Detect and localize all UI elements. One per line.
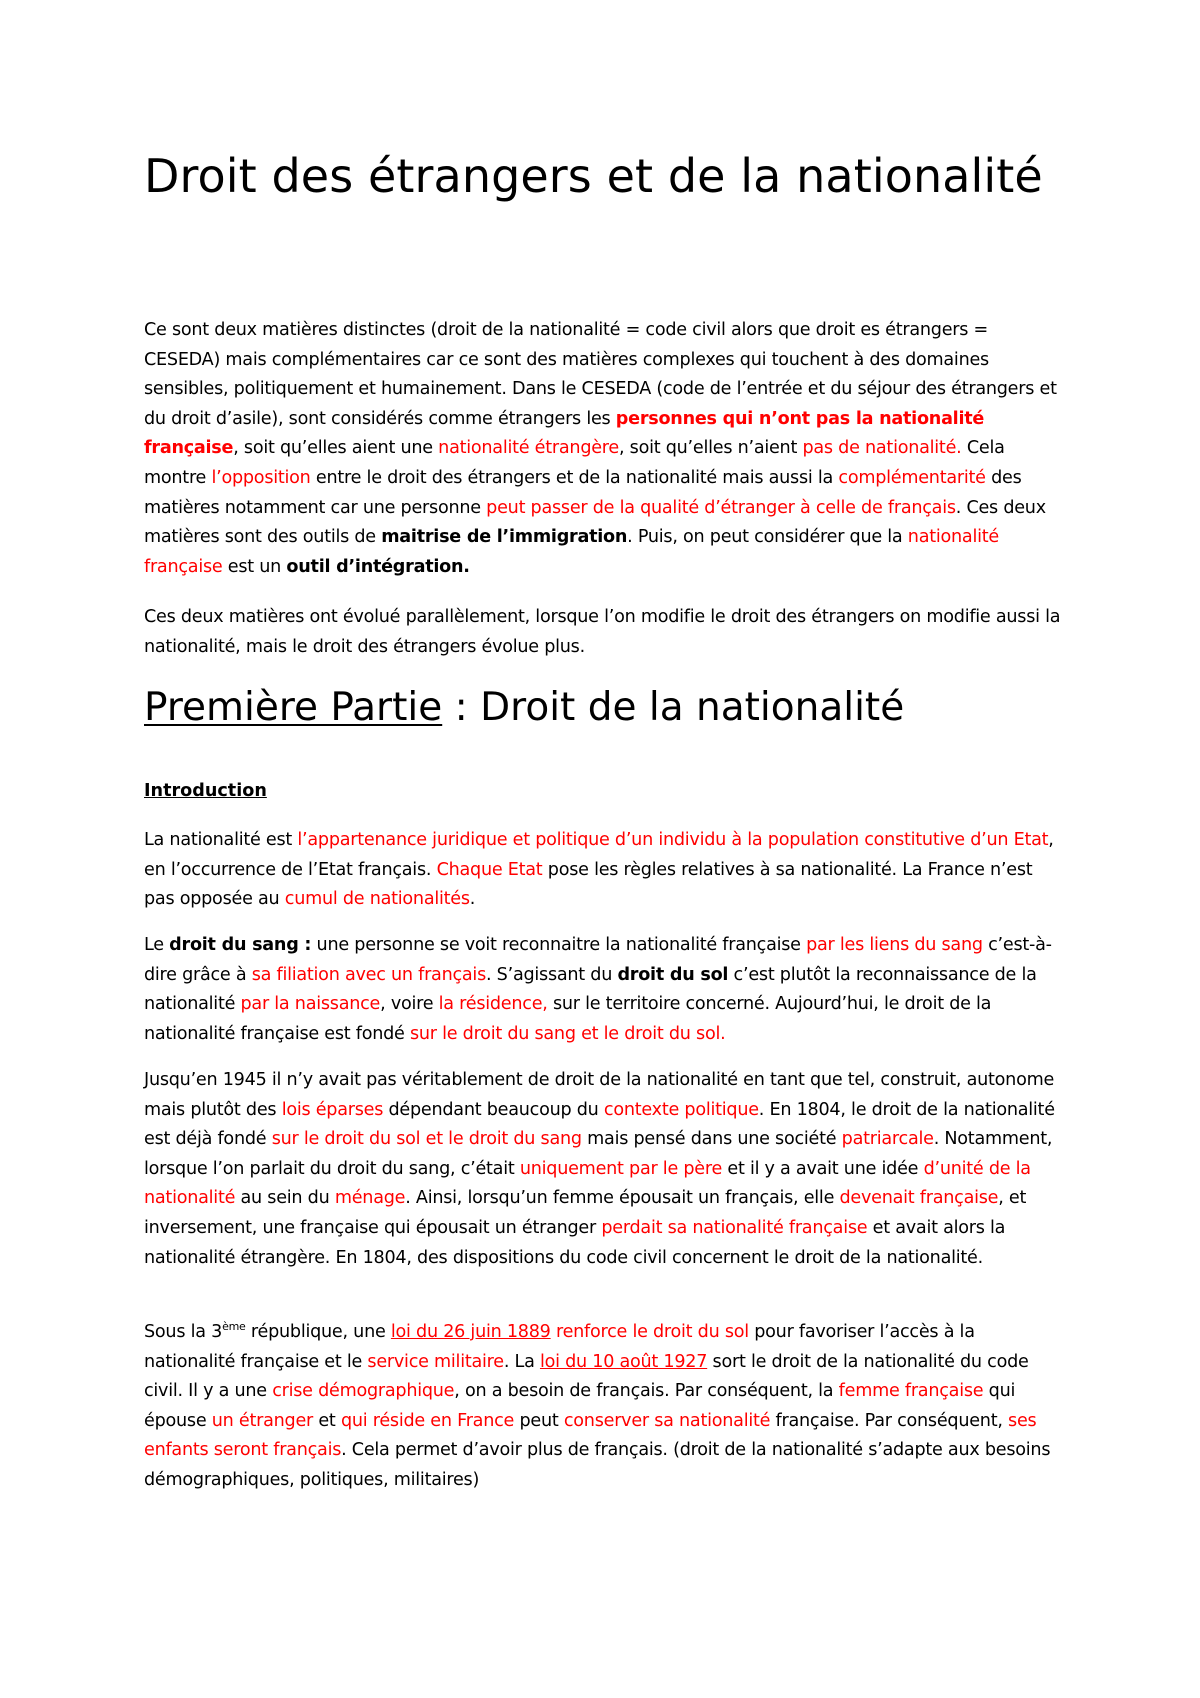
highlight-red: la résidence, bbox=[438, 994, 548, 1015]
section-heading-underlined: Première Partie bbox=[144, 685, 443, 730]
highlight-red: patriarcale bbox=[841, 1129, 934, 1150]
highlight-red: uniquement par le père bbox=[519, 1158, 723, 1179]
highlight-red: crise démographique bbox=[272, 1381, 455, 1402]
highlight-red: femme française bbox=[838, 1381, 984, 1402]
paragraph-definition bbox=[144, 826, 1064, 915]
highlight-red: service militaire bbox=[367, 1351, 504, 1372]
text-run: . En 1804, le droit de la nationalité est déjà fondé bbox=[144, 1099, 1055, 1150]
text-run: mais pensé dans une société bbox=[581, 1129, 842, 1150]
text-run: Sous la 3 bbox=[144, 1322, 223, 1342]
highlight-red: peut passer de la qualité d’étranger à celle de français bbox=[486, 497, 956, 518]
text-run: . La bbox=[503, 1351, 540, 1372]
text-run: république, une bbox=[245, 1322, 391, 1342]
highlight-red: Chaque Etat bbox=[436, 859, 543, 880]
text-run: une personne se voit reconnaitre la nationalité française bbox=[311, 935, 807, 955]
law-reference: loi du 10 août 1927 bbox=[539, 1351, 708, 1372]
highlight-red: cumul de nationalités bbox=[284, 889, 470, 910]
text-run: sort le droit de la nationalité du code civil. Il y a une bbox=[144, 1351, 1029, 1402]
text-run: . bbox=[469, 889, 476, 910]
paragraph-third-republic bbox=[144, 1318, 1064, 1496]
highlight-red: pas de nationalité. bbox=[802, 438, 962, 459]
text-run: . Cela permet d’avoir plus de français. (droit de la nationalité s’adapte aux besoins démographiques, politiques, militaires) bbox=[144, 1440, 1051, 1490]
highlight-red: devenait française bbox=[839, 1188, 999, 1209]
highlight-red: nationalité française bbox=[144, 527, 999, 577]
highlight-red: sur le droit du sang et le droit du sol. bbox=[409, 1023, 726, 1044]
text-run: , soit qu’elles n’aient bbox=[618, 438, 803, 459]
text-run: et bbox=[313, 1410, 341, 1431]
paragraph-evolution: Ces deux matières ont évolué parallèlement, lorsque l’on modifie le droit des étrangers on modifie aussi la nationalité, mais le droit des étrangers évolue plus. bbox=[144, 607, 1061, 657]
highlight-red: par la naissance bbox=[240, 994, 381, 1015]
text-run: , et inversement, une française qui épousait un étranger bbox=[144, 1188, 1027, 1238]
text-run: Jusqu’en 1945 il n’y avait pas véritablement de droit de la nationalité en tant que tel, construit, autonome mais plutôt des bbox=[144, 1070, 1055, 1120]
bold-text: outil d’intégration. bbox=[286, 556, 470, 577]
text-run: . Puis, on peut considérer que la bbox=[627, 527, 908, 548]
text-run: peut bbox=[514, 1410, 564, 1431]
highlight-red: renforce le droit du sol bbox=[550, 1322, 749, 1342]
bold-text: droit du sang : bbox=[169, 935, 312, 955]
law-reference: loi du 26 juin 1889 bbox=[390, 1322, 551, 1342]
text-run: , on a besoin de français. Par conséquent, la bbox=[454, 1381, 839, 1402]
text-run: c’est-à-dire grâce à bbox=[144, 935, 1052, 985]
text-run: au sein du bbox=[235, 1188, 335, 1209]
text-run: c’est plutôt la reconnaissance de la nationalité bbox=[144, 964, 1037, 1015]
paragraph-intro bbox=[144, 316, 1064, 582]
highlight-red: nationalité étrangère bbox=[438, 438, 619, 459]
text-run: Ce sont deux matières distinctes (droit de la nationalité = code civil alors que droit es étrangers = CESEDA) mais complémentaires car ce sont des matières complexes qui touchent à des domaines sensibles, politiquement et humainement. Dans le CESEDA (code de l’entrée et du séjour des étrangers et du droit d’asile), sont considérés comme étrangers les bbox=[144, 320, 1057, 429]
text-run: entre le droit des étrangers et de la nationalité mais aussi la bbox=[310, 467, 839, 488]
text-run: Le bbox=[144, 935, 170, 955]
highlight-red: qui réside en France bbox=[340, 1410, 515, 1431]
highlight-red: conserver sa nationalité bbox=[563, 1410, 771, 1431]
text-run: Cela montre bbox=[144, 438, 1005, 488]
paragraph-history-1945 bbox=[144, 1066, 1064, 1273]
document-title: Droit des étrangers et de la nationalité bbox=[144, 149, 1043, 203]
text-run: pose les règles relatives à sa nationalité. La France n’est pas opposée au bbox=[144, 859, 1033, 910]
text-run: , en l’occurrence de l’Etat français. bbox=[144, 830, 1054, 880]
highlight-red: l’opposition bbox=[211, 467, 311, 488]
text-run: . Notamment, lorsque l’on parlait du droit du sang, c’était bbox=[144, 1129, 1053, 1179]
text-run: des matières notamment car une personne bbox=[144, 467, 1022, 518]
highlight-red: par les liens du sang bbox=[806, 935, 983, 955]
highlight-red: ses enfants seront français bbox=[144, 1410, 1037, 1461]
text-run: . Ainsi, lorsqu’un femme épousait un français, elle bbox=[405, 1188, 840, 1209]
subsection-heading: Introduction bbox=[144, 781, 267, 801]
text-run: , voire bbox=[380, 994, 439, 1015]
highlight-red: sur le droit du sol et le droit du sang bbox=[271, 1129, 582, 1150]
text-run: La nationalité est bbox=[144, 830, 298, 850]
highlight-red: complémentarité bbox=[838, 467, 986, 488]
highlight-red: un étranger bbox=[211, 1410, 314, 1431]
text-run: . S’agissant du bbox=[486, 964, 618, 985]
highlight-red: l’appartenance juridique et politique d’un individu à la population constitutive d’un Etat bbox=[297, 830, 1049, 850]
highlight-red: d’unité de la nationalité bbox=[144, 1158, 1031, 1209]
section-heading bbox=[144, 683, 1064, 733]
highlight-red-bold: personnes qui n’ont pas la nationalité française bbox=[144, 408, 985, 459]
text-run: , soit qu’elles aient une bbox=[233, 438, 439, 459]
text-run: et avait alors la nationalité étrangère. En 1804, des dispositions du code civil concernent le droit de la nationalité. bbox=[144, 1217, 1006, 1268]
text-run: . Ces deux matières sont des outils de bbox=[144, 497, 1046, 548]
text-run: française. Par conséquent, bbox=[770, 1410, 1009, 1431]
bold-text: droit du sol bbox=[617, 964, 729, 985]
text-run: est un bbox=[222, 556, 287, 577]
section-heading-rest: : Droit de la nationalité bbox=[442, 685, 905, 730]
text-run: pour favoriser l’accès à la nationalité française et le bbox=[144, 1322, 975, 1372]
highlight-red: ménage bbox=[334, 1188, 406, 1209]
text-run: sur le territoire concerné. Aujourd’hui, le droit de la nationalité française est fondé bbox=[144, 994, 992, 1044]
superscript: ème bbox=[222, 1320, 246, 1334]
text-run: dépendant beaucoup du bbox=[383, 1099, 604, 1120]
highlight-red: perdait sa nationalité française bbox=[601, 1217, 868, 1238]
highlight-red: lois éparses bbox=[281, 1099, 384, 1120]
paragraph-droit-du-sang bbox=[144, 931, 1064, 1049]
bold-text: maitrise de l’immigration bbox=[381, 527, 628, 548]
highlight-red: contexte politique bbox=[603, 1099, 759, 1120]
text-run: et il y a avait une idée bbox=[722, 1158, 924, 1179]
highlight-red: sa filiation avec un français bbox=[251, 964, 486, 985]
text-run: qui épouse bbox=[144, 1381, 1016, 1431]
